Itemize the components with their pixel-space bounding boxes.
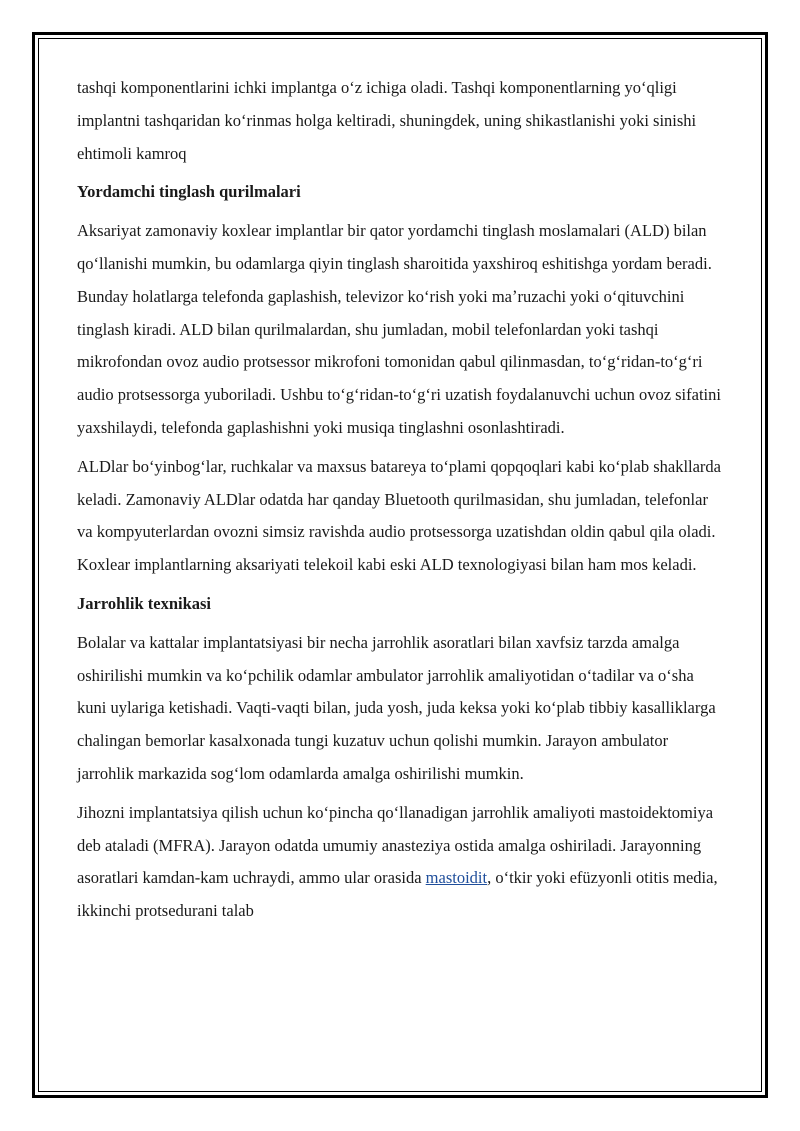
paragraph-ald-forms: ALDlar boʻyinbogʻlar, ruchkalar va maxsus batareya toʻplami qopqoqlari kabi koʻplab shakllarda keladi. Zamonaviy ALDlar odatda har qanday Bluetooth qurilmasidan, shu jumladan, telefonlar va kompyuterlardan ovozni simsiz ravishda audio protsessorga uzatishdan oldin qabul qila oladi. Koxlear implantlarning aksariyati telekoil kabi eski ALD texnologiyasi bilan ham mos keladi. <box>77 456 721 575</box>
paragraph-surgery: Bolalar va kattalar implantatsiyasi bir necha jarrohlik asoratlari bilan xavfsiz tarzda amalga oshirilishi mumkin va koʻpchilik odamlar ambulator jarrohlik amaliyotidan oʻtadilar va oʻsha kuni uylariga ketishadi. Vaqti-vaqti bilan, juda yosh, juda keksa yoki koʻplab tibbiy kasalliklarga chalingan bemorlar kasalxonada tungi kuzatuv uchun qolishi mumkin. Jarayon ambulator jarrohlik markazida sogʻlom odamlarda amalga oshirilishi mumkin. <box>77 632 716 783</box>
heading-surgical-technique: Jarrohlik texnikasi <box>77 593 212 613</box>
paragraph-intro: tashqi komponentlarini ichki implantga oʻz ichiga oladi. Tashqi komponentlarning yoʻqligi implantni tashqaridan koʻrinmas holga keltiradi, shuningdek, uning shikastlanishi yoki sinishi ehtimoli kamroq <box>77 78 697 163</box>
paragraph-mastoidectomy <box>77 797 723 928</box>
paragraph-ald-usage: Aksariyat zamonaviy koxlear implantlar bir qator yordamchi tinglash moslamalari (ALD) bilan qoʻllanishi mumkin, bu odamlarga qiyin tinglash sharoitida yaxshiroq eshitishga yordam beradi. Bunday holatlarga telefonda gaplashish, televizor koʻrish yoki maʼruzachi yoki oʻqituvchini tinglash kiradi. ALD bilan qurilmalardan, shu jumladan, mobil telefonlardan yoki tashqi mikrofondan ovoz audio protsessor mikrofoni tomonidan qabul qilinmasdan, toʻgʻridan-toʻgʻri audio protsessorga yuboriladi. Ushbu toʻgʻridan-toʻgʻri uzatish foydalanuvchi uchun ovoz sifatini yaxshilaydi, telefonda gaplashishni yoki musiqa tinglashni osonlashtiradi. <box>77 221 721 437</box>
document-body <box>77 72 723 934</box>
paragraph-text-before-link: Jihozni implantatsiya qilish uchun koʻpincha qoʻllanadigan jarrohlik amaliyoti mastoidektomiya deb ataladi (MFRA). Jarayon odatda umumiy anasteziya ostida amalga oshiriladi. Jarayonning asoratlari kamdan-kam uchraydi, ammo ular orasida <box>77 802 714 888</box>
heading-assistive-devices: Yordamchi tinglash qurilmalari <box>77 182 301 202</box>
paragraph-text-after-link: , oʻtkir yoki efüzyonli otitis media, ikkinchi protsedurani talab <box>77 868 718 921</box>
mastoiditis-link[interactable]: mastoidit <box>425 868 488 888</box>
